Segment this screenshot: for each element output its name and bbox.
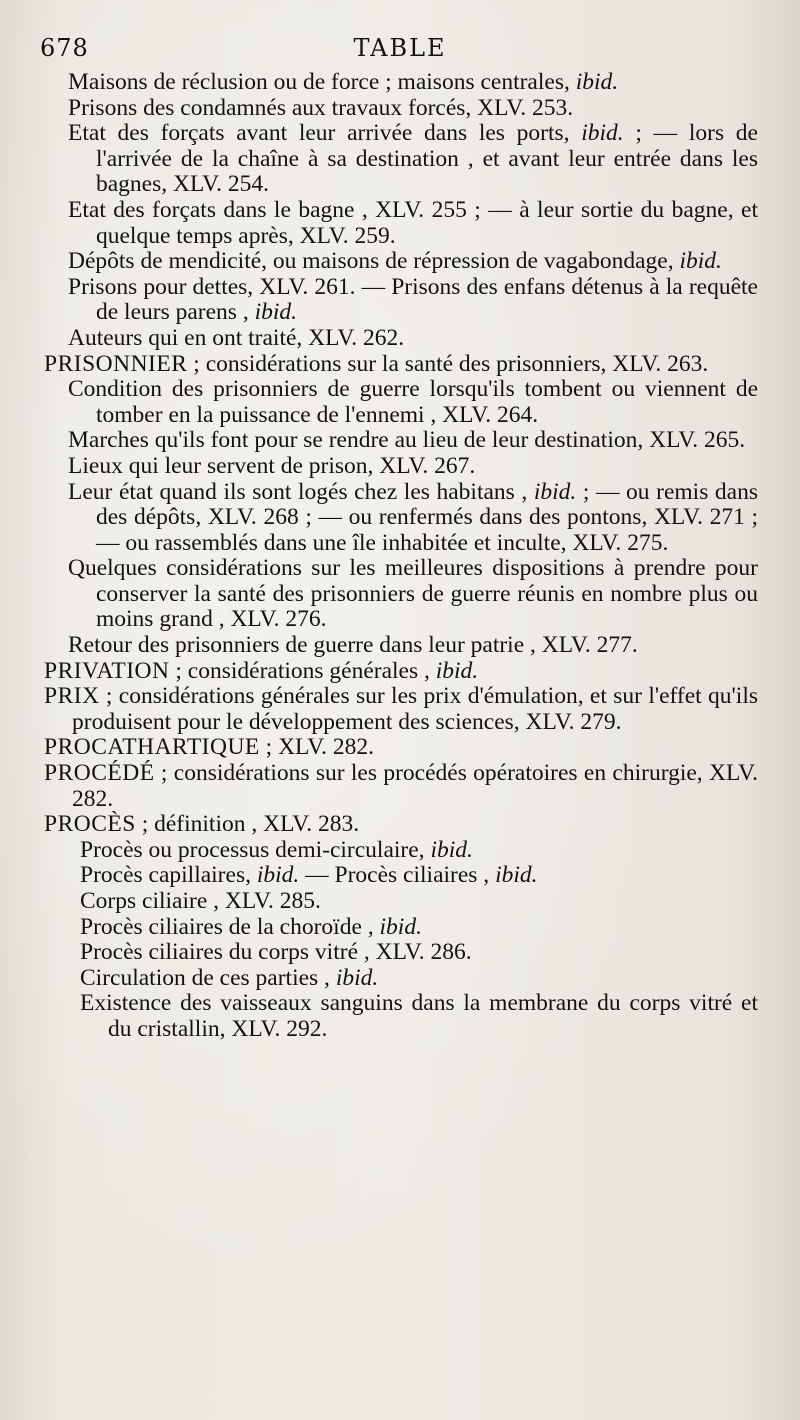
index-heading-entry bbox=[44, 812, 758, 838]
entry-text: Lieux qui leur servent de prison, XLV. 267. bbox=[68, 452, 476, 479]
entry-text: Prisons pour dettes, XLV. 261. — Prisons des enfans détenus à la requête de leurs parens , bbox=[68, 273, 758, 326]
entry-text: Condition des prisonniers de guerre lorsqu'ils tombent ou viennent de tomber en la puissance de l'ennemi , XLV. 264. bbox=[68, 376, 758, 428]
index-heading-entry bbox=[44, 352, 758, 378]
index-sub-entry bbox=[80, 966, 758, 992]
index-sub-entry bbox=[68, 198, 758, 249]
entry-text: ; XLV. 282. bbox=[259, 734, 375, 761]
index-sub-entry bbox=[80, 863, 758, 889]
index-heading-entry bbox=[44, 659, 758, 685]
entry-headword: PRIVATION bbox=[44, 657, 170, 684]
entry-text: — Procès ciliaires , bbox=[299, 862, 496, 889]
entry-text: Auteurs qui en ont traité, XLV. 262. bbox=[68, 324, 405, 351]
entry-text: Procès ciliaires du corps vitré , XLV. 286. bbox=[80, 939, 472, 966]
entry-text: Quelques considérations sur les meilleures dispositions à prendre pour conserver la santé des prisonniers de guerre réunis en nombre plus ou moins grand , XLV. 276. bbox=[68, 555, 758, 633]
index-sub-entry bbox=[68, 326, 758, 352]
entry-text: Existence des vaisseaux sanguins dans la membrane du corps vitré et du cristallin, XLV. 292. bbox=[80, 990, 758, 1042]
entry-text: ; considérations sur les procédés opératoires en chirurgie, XLV. 282. bbox=[72, 760, 758, 812]
running-title: TABLE bbox=[353, 34, 447, 62]
ibid-reference: ibid. bbox=[430, 836, 473, 863]
entry-text: Procès ou processus demi-circulaire, bbox=[80, 836, 431, 863]
index-sub-entry bbox=[80, 915, 758, 941]
entry-headword: PROCÈS bbox=[44, 811, 136, 838]
entry-text: Prisons des condamnés aux travaux forcés, XLV. 253. bbox=[68, 94, 574, 121]
index-heading-entry bbox=[44, 735, 758, 761]
index-sub-entry bbox=[80, 889, 758, 915]
entry-text: Dépôts de mendicité, ou maisons de répression de vagabondage, bbox=[68, 248, 680, 275]
entry-text: Leur état quand ils sont logés chez les habitans , bbox=[68, 478, 534, 505]
entry-text: ; considérations générales , bbox=[169, 657, 436, 684]
page-number: 678 bbox=[40, 34, 89, 62]
index-sub-entry bbox=[80, 838, 758, 864]
index-sub-entry bbox=[68, 428, 758, 454]
ibid-reference: ibid. bbox=[495, 862, 538, 889]
ibid-reference: ibid. bbox=[256, 862, 300, 889]
ibid-reference: ibid. bbox=[335, 964, 379, 991]
entry-text: Procès capillaires, bbox=[80, 862, 257, 889]
entry-text: ; considérations sur la santé des prisonniers, XLV. 263. bbox=[187, 350, 709, 377]
page-header bbox=[0, 34, 800, 68]
entry-text: Circulation de ces parties , bbox=[80, 964, 336, 991]
entry-text: Etat des forçats dans le bagne , XLV. 255 ; — à leur sortie du bagne, et quelque temps après, XLV. 259. bbox=[68, 196, 758, 249]
entry-text: ; — lors de l'arrivée de la chaîne à sa destination , et avant leur entrée dans les bagnes, XLV. 254. bbox=[96, 120, 758, 198]
index-sub-entry bbox=[80, 940, 758, 966]
entry-text: ; — ou remis dans des dépôts, XLV. 268 ; — ou renfermés dans des pontons, XLV. 271 ; — ou rassemblés dans une île inhabitée et inculte, XLV. 275. bbox=[96, 478, 758, 556]
entry-text: Etat des forçats avant leur arrivée dans les ports, bbox=[68, 120, 582, 147]
ibid-reference: ibid. bbox=[581, 120, 624, 147]
entry-text: Corps ciliaire , XLV. 285. bbox=[80, 888, 321, 914]
entry-headword: PRIX bbox=[44, 683, 100, 710]
index-sub-entry bbox=[80, 991, 758, 1042]
ibid-reference: ibid. bbox=[254, 299, 298, 326]
entry-headword: PROCATHARTIQUE bbox=[44, 734, 260, 761]
entry-text: ; considérations générales sur les prix d'émulation, et sur l'effet qu'ils produisent pour le développement des sciences, XLV. 279. bbox=[72, 683, 758, 735]
entry-headword: PROCÉDÉ bbox=[44, 760, 155, 787]
index-sub-entry bbox=[68, 454, 758, 480]
entry-text: Maisons de réclusion ou de force ; maisons centrales, bbox=[68, 69, 576, 95]
entry-text: Procès ciliaires de la choroïde , bbox=[80, 913, 380, 940]
ibid-reference: ibid. bbox=[435, 657, 479, 684]
index-sub-entry bbox=[68, 70, 758, 96]
ibid-reference: ibid. bbox=[575, 69, 619, 95]
ibid-reference: ibid. bbox=[379, 913, 422, 940]
index-sub-entry bbox=[68, 249, 758, 275]
entry-headword: PRISONNIER bbox=[44, 350, 188, 377]
index-sub-entry bbox=[68, 96, 758, 122]
index-sub-entry bbox=[68, 556, 758, 633]
index-heading-entry bbox=[44, 684, 758, 735]
index-sub-entry bbox=[68, 121, 758, 198]
entry-text: Retour des prisonniers de guerre dans leur patrie , XLV. 277. bbox=[68, 632, 638, 659]
index-sub-entry bbox=[68, 377, 758, 428]
index-heading-entry bbox=[44, 761, 758, 812]
ibid-reference: ibid. bbox=[679, 248, 722, 275]
index-sub-entry bbox=[68, 633, 758, 659]
ibid-reference: ibid. bbox=[533, 478, 577, 505]
index-entries bbox=[0, 70, 800, 1043]
entry-text: Marches qu'ils font pour se rendre au lieu de leur destination, XLV. 265. bbox=[68, 427, 746, 454]
index-sub-entry bbox=[68, 480, 758, 557]
index-sub-entry bbox=[68, 275, 758, 326]
entry-text: ; définition , XLV. 283. bbox=[135, 811, 360, 838]
